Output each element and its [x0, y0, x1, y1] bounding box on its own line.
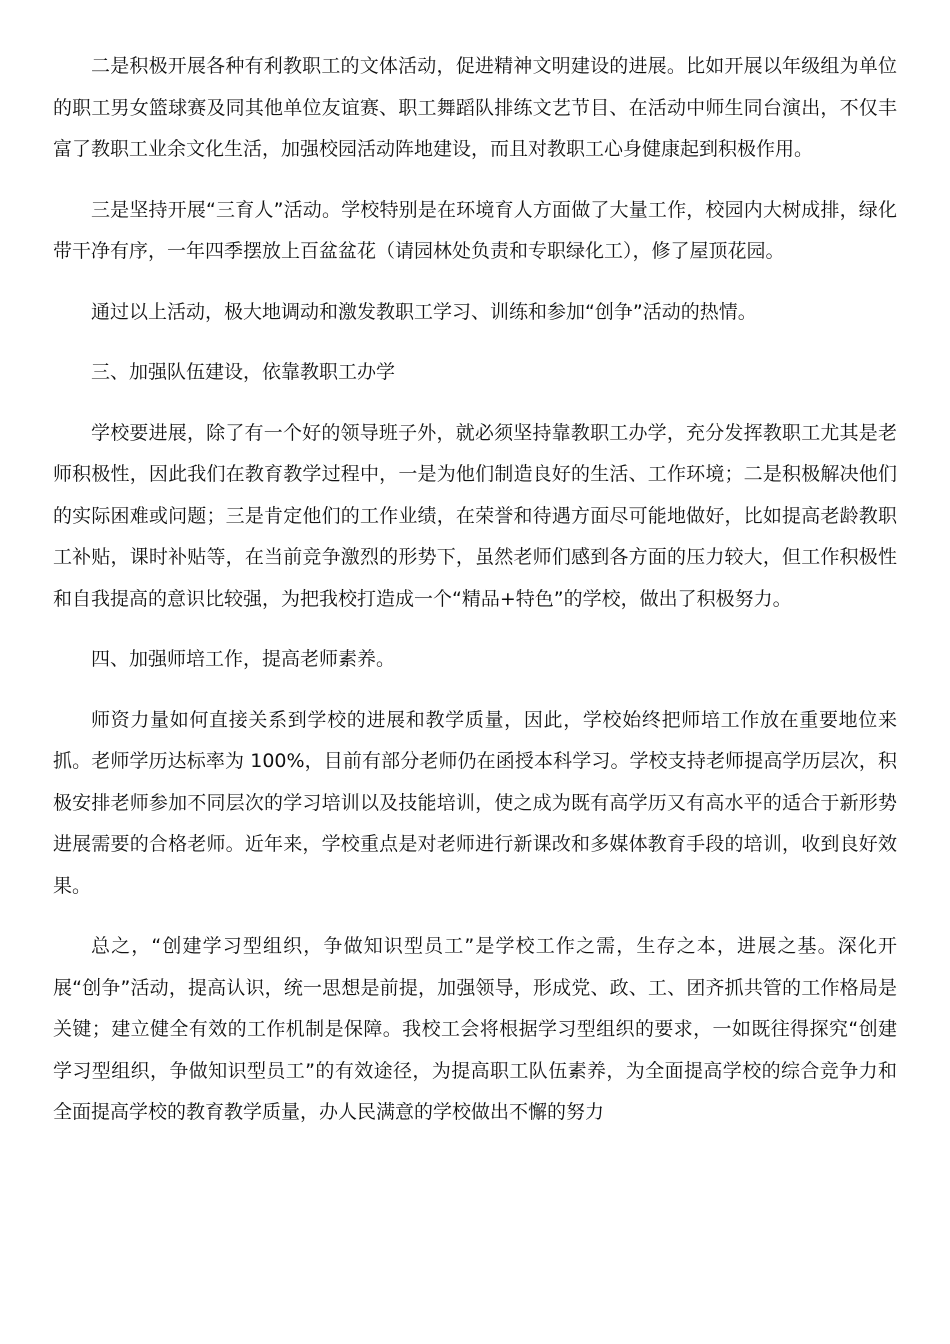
document-body — [53, 46, 897, 1153]
paragraph-cultural-activities: 二是积极开展各种有利教职工的文体活动，促进精神文明建设的进展。比如开展以年级组为单位的职工男女篮球赛及同其他单位友谊赛、职工舞蹈队排练文艺节目、在活动中师生同台演出，不仅丰富了教职工业余文化生活，加强校园活动阵地建设，而且对教职工心身健康起到积极作用。 — [53, 55, 897, 160]
section-heading-team-building: 三、加强队伍建设，依靠教职工办学 — [91, 361, 396, 383]
paragraph-teacher-training: 师资力量如何直接关系到学校的进展和教学质量，因此，学校始终把师培工作放在重要地位来抓。老师学历达标率为 100%，目前有部分老师仍在函授本科学习。学校支持老师提高学历层次，积极安排老师参加不同层次的学习培训以及技能培训，使之成为既有高学历又有高水平的适合于新形势进展需要的合格老师。近年来，学校重点是对老师进行新课改和多媒体教育手段的培训，收到良好效果。 — [53, 708, 897, 897]
section-heading-teacher-training: 四、加强师培工作，提高老师素养。 — [91, 648, 396, 670]
paragraph-activity-summary: 通过以上活动，极大地调动和激发教职工学习、训练和参加“创争”活动的热情。 — [91, 300, 757, 323]
paragraph-team-building: 学校要进展，除了有一个好的领导班子外，就必须坚持靠教职工办学，充分发挥教职工尤其是老师积极性，因此我们在教育教学过程中，一是为他们制造良好的生活、工作环境；二是积极解决他们的实际困难或问题；三是肯定他们的工作业绩，在荣誉和待遇方面尽可能地做好，比如提高老龄教职工补贴，课时补贴等，在当前竞争激烈的形势下，虽然老师们感到各方面的压力较大，但工作积极性和自我提高的意识比较强，为把我校打造成一个“精品+特色”的学校，做出了积极努力。 — [53, 421, 897, 610]
paragraph-three-educating: 三是坚持开展“三育人”活动。学校特别是在环境育人方面做了大量工作，校园内大树成排，绿化带干净有序，一年四季摆放上百盆盆花（请园林处负责和专职绿化工），修了屋顶花园。 — [53, 198, 897, 262]
paragraph-conclusion: 总之，“创建学习型组织，争做知识型员工”是学校工作之需，生存之本，进展之基。深化开展“创争”活动，提高认识，统一思想是前提，加强领导，形成党、政、工、团齐抓共管的工作格局是关键；建立健全有效的工作机制是保障。我校工会将根据学习型组织的要求，一如既往得探究“创建学习型组织，争做知识型员工”的有效途径，为提高职工队伍素养，为全面提高学校的综合竞争力和全面提高学校的教育教学质量，办人民满意的学校做出不懈的努力 — [53, 935, 897, 1123]
